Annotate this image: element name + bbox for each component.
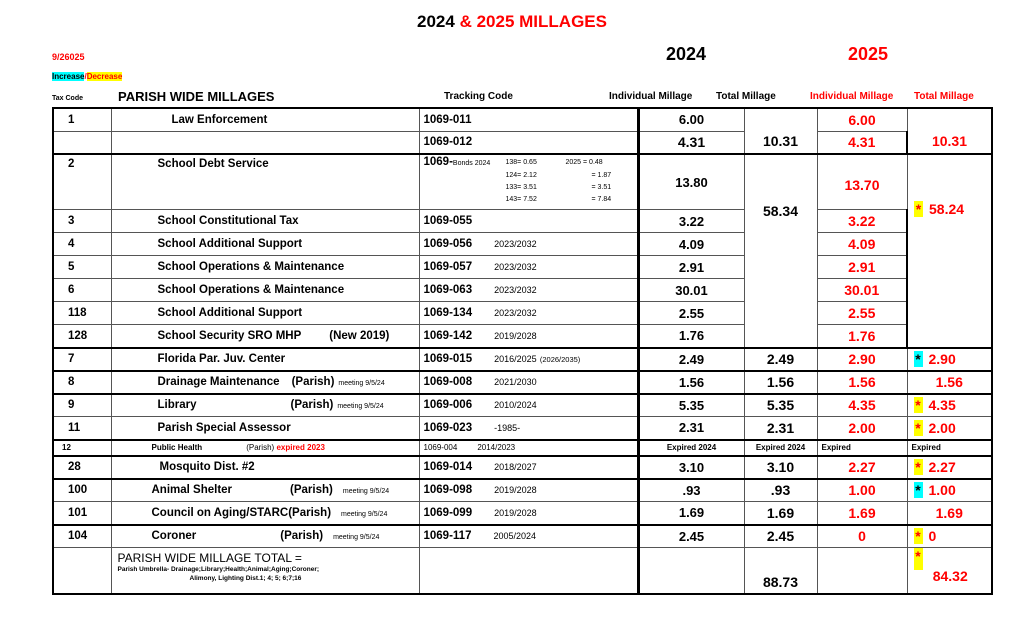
table-row: 1069-012 4.31 4.31: [53, 131, 992, 154]
table-row: 12 Public Health (Parish) expired 2023 1069-004 2014/2023 Expired 2024 Expired 2024 Expired Expired: [53, 440, 992, 456]
year-2024-header: 2024: [666, 44, 707, 64]
table-row: 2 School Debt Service 1069-Bonds 2024 138= 0.65 2025 = 0.48 124= 2.12 = 1.87 133= 3.51 = 3.51 143= 7.52 = 7.84 13.80 58.34 13.70 * 58.24: [53, 154, 992, 210]
increase-marker: *: [915, 351, 921, 367]
header-individual-2025: Individual Millage: [810, 91, 894, 102]
table-row: 5 School Operations & Maintenance 1069-057 2023/2032 2.91 2.91: [53, 256, 992, 279]
bond-breakdown: 1069-Bonds 2024 138= 0.65 2025 = 0.48 124= 2.12 = 1.87 133= 3.51 = 3.51 143= 7.52 = 7.84: [423, 156, 612, 203]
table-row: 104 Coroner (Parish) meeting 9/5/24 1069-117 2005/2024 2.45 2.45 0 * 0: [53, 525, 992, 548]
header-tracking-code: Tracking Code: [444, 91, 513, 102]
grand-total-2024: 88.73: [744, 548, 817, 594]
table-row: 8 Drainage Maintenance (Parish) meeting 9/5/24 1069-008 2021/2030 1.56 1.56 1.56 1.56: [53, 371, 992, 394]
table-row: 100 Animal Shelter (Parish) meeting 9/5/24 1069-098 2019/2028 .93 .93 1.00 * 1.00: [53, 479, 992, 502]
increase-marker: *: [915, 482, 921, 499]
total-label: PARISH WIDE MILLAGE TOTAL =: [117, 551, 302, 565]
year-2025-header: 2025: [848, 44, 889, 64]
page-title: 2024 & 2025 MILLAGES: [417, 12, 607, 31]
table-row: 3 School Constitutional Tax 1069-055 3.22 3.22: [53, 210, 992, 233]
header-section: PARISH WIDE MILLAGES: [118, 89, 275, 104]
legend-decrease: Decrease: [86, 72, 123, 81]
table-row: 101 Council on Aging/STARC(Parish) meeting 9/5/24 1069-099 2019/2028 1.69 1.69 1.69 1.69: [53, 502, 992, 525]
grand-total-2025: 84.32: [932, 568, 968, 584]
table-row: 128 School Security SRO MHP (New 2019) 1069-142 2019/2028 1.76 1.76: [53, 325, 992, 348]
total-row: PARISH WIDE MILLAGE TOTAL = Parish Umbrella- Drainage;Library;Health;Animal;Aging;Coroner; Alimony, Lighting Dist.1; 4; 5; 6;7;16 88.73 * 84.32: [53, 548, 992, 594]
table-row: 28 Mosquito Dist. #2 1069-014 2018/2027 3.10 3.10 2.27 * 2.27: [53, 456, 992, 479]
table-row: 118 School Additional Support 1069-134 2023/2032 2.55 2.55: [53, 302, 992, 325]
table-row: 4 School Additional Support 1069-056 2023/2032 4.09 4.09: [53, 233, 992, 256]
header-individual-2024: Individual Millage: [609, 91, 693, 102]
document-date: 9/26025: [52, 52, 85, 62]
decrease-marker: *: [915, 459, 921, 475]
millage-table: [52, 107, 993, 595]
decrease-marker: *: [915, 201, 922, 217]
legend: Increase/Decrease: [52, 72, 123, 81]
decrease-marker: *: [915, 419, 921, 436]
decrease-marker: *: [915, 528, 921, 545]
table-row: 6 School Operations & Maintenance 1069-063 2023/2032 30.01 30.01: [53, 279, 992, 302]
table-row: 1 Law Enforcement 1069-011 6.00 10.31 6.00 10.31: [53, 108, 992, 131]
header-total-2024: Total Millage: [716, 91, 776, 102]
decrease-marker: *: [915, 397, 921, 414]
table-row: 11 Parish Special Assessor 1069-023 -1985- 2.31 2.31 2.00 * 2.00: [53, 417, 992, 440]
legend-increase: Increase: [52, 72, 85, 81]
header-total-2025: Total Millage: [914, 91, 974, 102]
table-row: 9 Library (Parish) meeting 9/5/24 1069-006 2010/2024 5.35 5.35 4.35 * 4.35: [53, 394, 992, 417]
table-row: 7 Florida Par. Juv. Center 1069-015 2016/2025 (2026/2035) 2.49 2.49 2.90 * 2.90: [53, 348, 992, 371]
header-tax-code: Tax Code: [52, 95, 83, 102]
decrease-marker: *: [914, 548, 923, 570]
